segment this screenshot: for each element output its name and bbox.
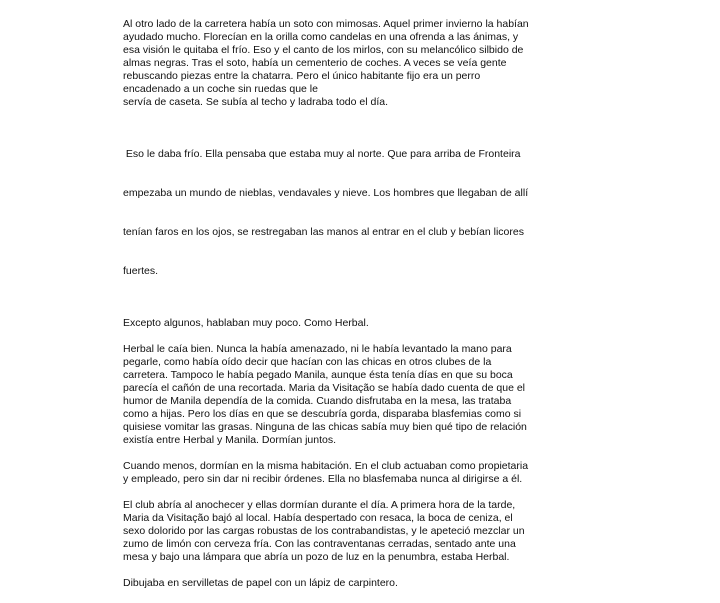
text-line: zumo de limón con cerveza fría. Con las contraventanas cerradas, sentado ante una bbox=[123, 538, 516, 550]
text-line: como a hijas. Pero los días en que se descubría gorda, disparaba blasfemias como si bbox=[123, 408, 522, 420]
paragraph-4 bbox=[123, 343, 593, 447]
text-line: esa visión le quitaba el frío. Eso y el canto de los mirlos, con su melancólico silbido de bbox=[123, 44, 524, 56]
text-line: Excepto algunos, hablaban muy poco. Como Herbal. bbox=[123, 317, 369, 329]
text-line: Cuando menos, dormían en la misma habitación. En el club actuaban como propietaria bbox=[123, 460, 529, 472]
paragraph-7 bbox=[123, 577, 593, 590]
text-line: empezaba un mundo de nieblas, vendavales y nieve. Los hombres que llegaban de allí bbox=[123, 187, 529, 199]
text-line: ayudado mucho. Florecían en la orilla como candelas en una ofrenda a las ánimas, y bbox=[123, 31, 519, 43]
text-line: mesa y bajo una lámpara que abría un pozo de luz en la penumbra, estaba Herbal. bbox=[123, 551, 510, 563]
paragraph-6 bbox=[123, 499, 593, 564]
text-line: carretera. Tampoco le había pegado Manila, aunque ésta tenía días en que su boca bbox=[123, 369, 513, 381]
text-line: fuertes. bbox=[123, 265, 159, 277]
text-line: y empleado, pero sin dar ni recibir órdenes. Ella no blasfemaba nunca al dirigirse a él. bbox=[123, 473, 523, 485]
text-line: tenían faros en los ojos, se restregaban las manos al entrar en el club y bebían licores bbox=[123, 226, 524, 238]
text-line: quisiese vomitar las grasas. Ninguna de las chicas sabía muy bien qué tipo de relación bbox=[123, 421, 527, 433]
text-line: encadenado a un coche sin ruedas que le bbox=[123, 83, 318, 95]
text-line: Herbal le caía bien. Nunca la había amenazado, ni le había levantado la mano para bbox=[123, 343, 512, 355]
text-line: El club abría al anochecer y ellas dormían durante el día. A primera hora de la tarde, bbox=[123, 499, 516, 511]
text-line: Maria da Visitação bajó al local. Había despertado con resaca, la boca de ceniza, el bbox=[123, 512, 513, 524]
paragraph-1 bbox=[123, 18, 593, 109]
text-line: humor de Manila dependía de la comida. Cuando disfrutaba en la mesa, las trataba bbox=[123, 395, 512, 407]
document-page bbox=[123, 18, 593, 603]
text-line: pegarle, como había oído decir que hacían con las chicas en otros clubes de la bbox=[123, 356, 492, 368]
paragraph-5 bbox=[123, 460, 593, 486]
text-line: servía de caseta. Se subía al techo y ladraba todo el día. bbox=[123, 96, 389, 108]
text-line: Dibujaba en servilletas de papel con un lápiz de carpintero. bbox=[123, 577, 398, 589]
paragraph-3 bbox=[123, 317, 593, 330]
text-line: Al otro lado de la carretera había un soto con mimosas. Aquel primer invierno la habían bbox=[123, 18, 529, 30]
text-line: Eso le daba frío. Ella pensaba que estaba muy al norte. Que para arriba de Fronteira bbox=[123, 148, 521, 160]
text-line: almas negras. Tras el soto, había un cementerio de coches. A veces se veía gente bbox=[123, 57, 507, 69]
paragraph-2 bbox=[123, 122, 593, 304]
text-line: existía entre Herbal y Manila. Dormían juntos. bbox=[123, 434, 337, 446]
text-line: parecía el cañón de una recortada. Maria da Visitação se había dado cuenta de que el bbox=[123, 382, 526, 394]
text-line: rebuscando piezas entre la chatarra. Pero el único habitante fijo era un perro bbox=[123, 70, 481, 82]
text-line: sexo dolorido por las cargas robustas de los contrabandistas, y le apeteció mezclar un bbox=[123, 525, 525, 537]
